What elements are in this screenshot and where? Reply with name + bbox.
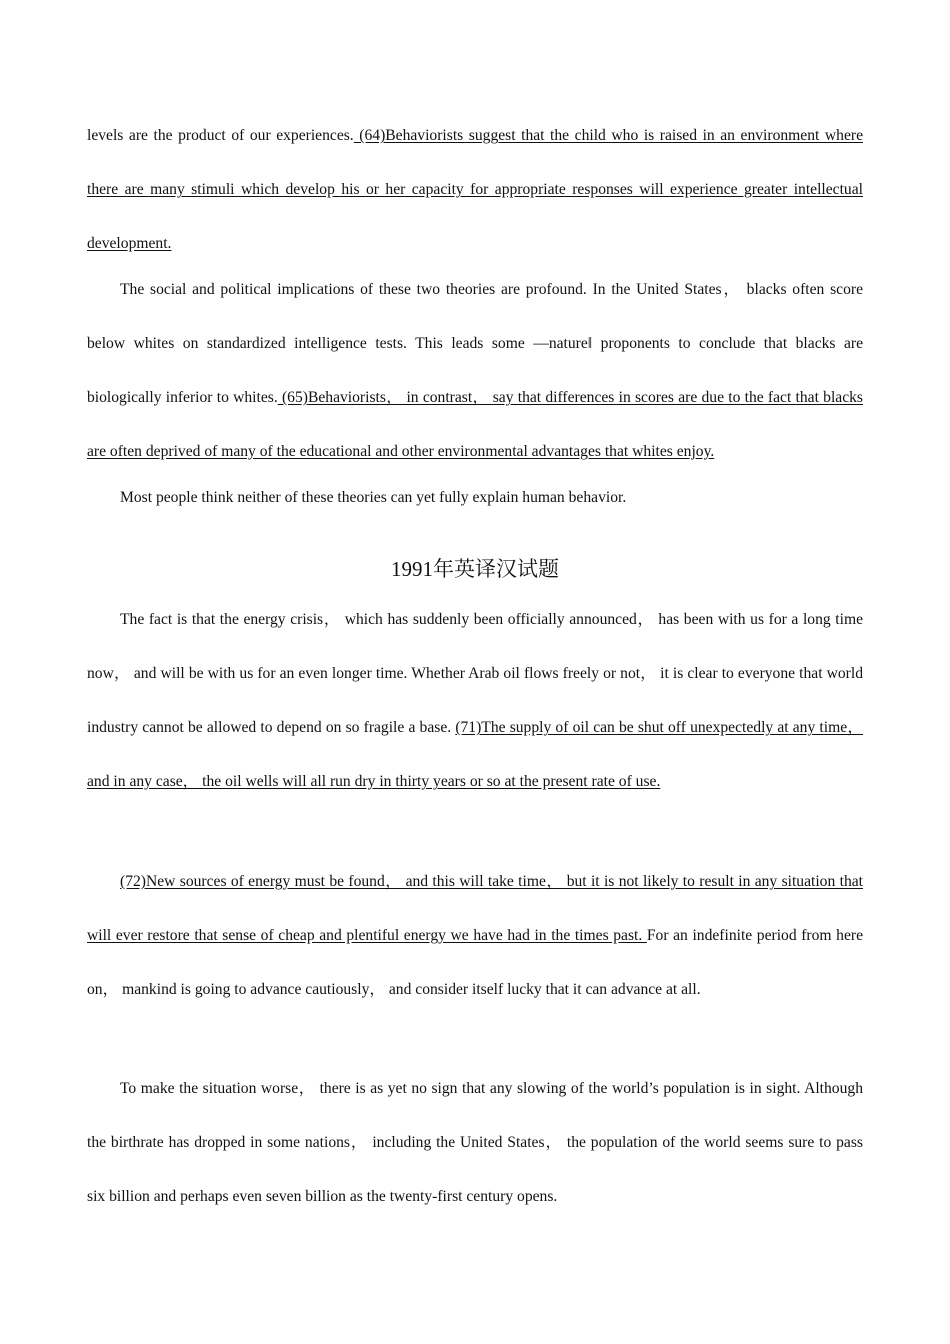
paragraph-65-text: The social and political implications of these two theories are profound. In the United States， blacks often score below whites on standardized intelligence tests. This leads some ―nature‖ proponents to conclude that blacks are biologically inferior to whites.	[87, 281, 863, 406]
paragraph-conclusion	[87, 471, 863, 525]
translation-item-65: (65)Behaviorists， in contrast， say that differences in scores are due to the fact that blacks are often deprived of many of the educational and other environmental advantages that whites enjoy.	[87, 389, 863, 460]
paragraph-population-text: To make the situation worse， there is as yet no sign that any slowing of the world’s population is in sight. Although the birthrate has dropped in some nations， including the United States， the population of the world seems sure to pass six billion and perhaps even seven billion as the twenty-first century opens.	[87, 1080, 863, 1205]
translation-item-64: (64)Behaviorists suggest that the child who is raised in an environment where there are many stimuli which develop his or her capacity for appropriate responses will experience greater intellectual development.	[87, 127, 863, 252]
section-heading	[87, 551, 863, 587]
paragraph-72	[87, 855, 863, 1017]
translation-item-71: (71)The supply of oil can be shut off unexpectedly at any time， and in any case， the oil wells will all run dry in thirty years or so at the present rate of use.	[87, 719, 864, 790]
paragraph-population	[87, 1062, 863, 1224]
paragraph-65	[87, 263, 863, 479]
heading-title: 年英译汉试题	[433, 557, 559, 581]
paragraph-72-text: For an indefinite period from here on， mankind is going to advance cautiously， and consider itself lucky that it can advance at all.	[87, 927, 863, 998]
paragraph-71	[87, 593, 863, 809]
heading-year: 1991	[391, 557, 433, 581]
paragraph-64	[87, 109, 863, 271]
translation-item-72: (72)New sources of energy must be found， and this will take time， but it is not likely to result in any situation that will ever restore that sense of cheap and plentiful energy we have had in the times past.	[87, 873, 863, 944]
paragraph-conclusion-text: Most people think neither of these theories can yet fully explain human behavior.	[120, 489, 627, 506]
paragraph-71-text: The fact is that the energy crisis， which has suddenly been officially announced， has been with us for a long time now， and will be with us for an even longer time. Whether Arab oil flows freely or not， it is clear to everyone that world industry cannot be allowed to depend on so fragile a base.	[87, 611, 863, 736]
paragraph-64-text: levels are the product of our experiences.	[87, 127, 354, 144]
